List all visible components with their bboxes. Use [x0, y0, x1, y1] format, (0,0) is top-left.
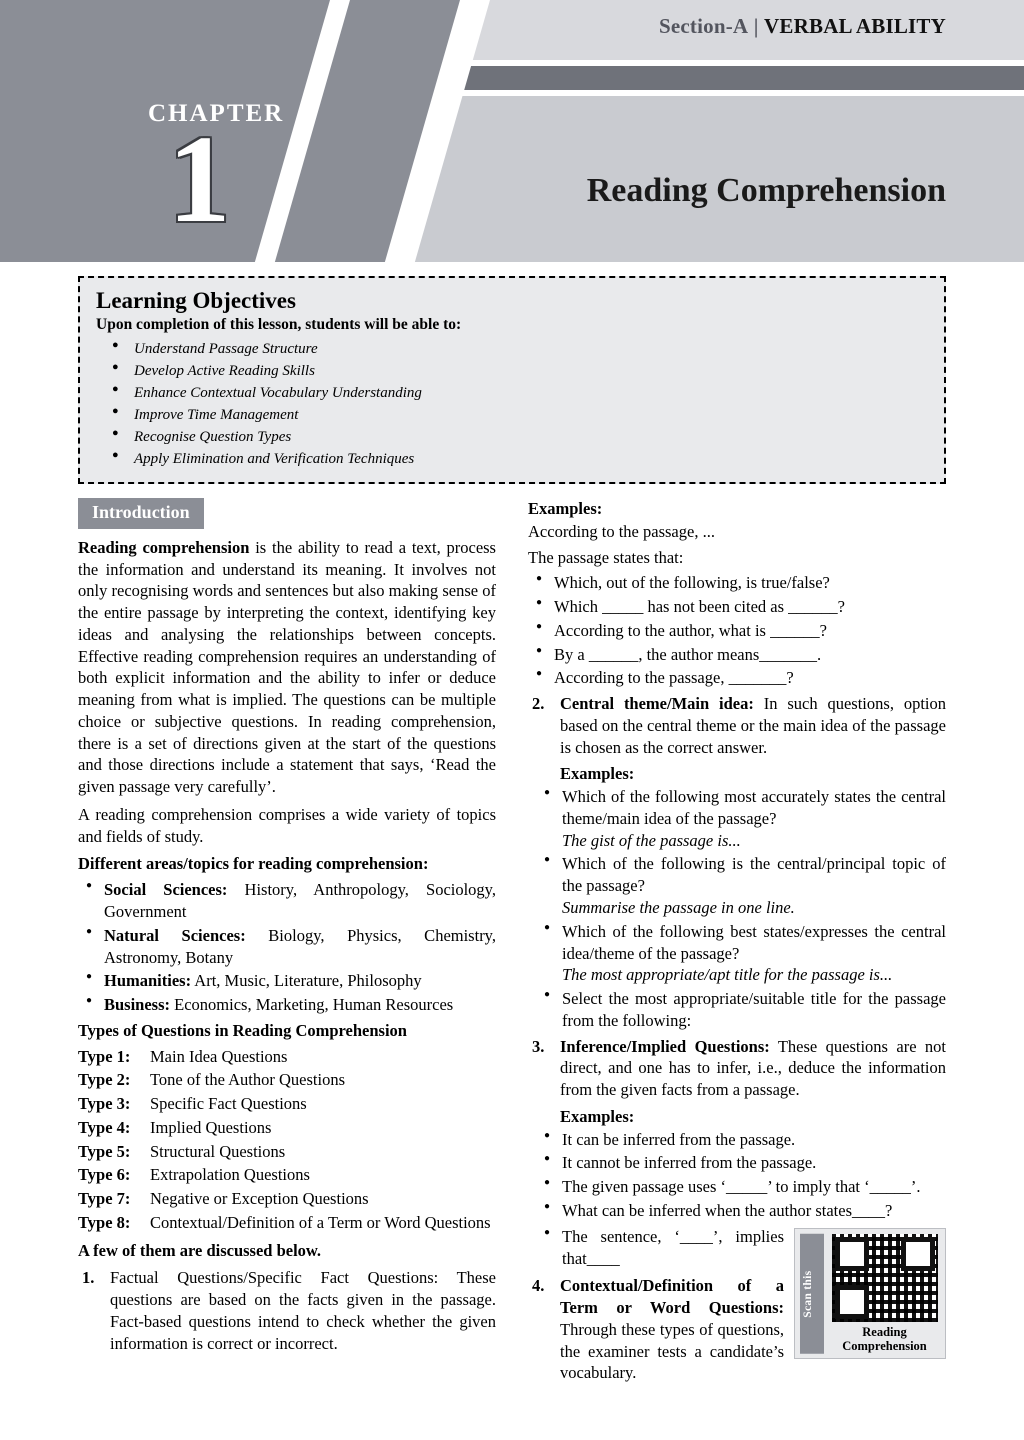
examples-list-3 — [528, 1129, 946, 1222]
introduction-body: is the ability to read a text, process the information and understand its meaning. It involves not only recognising words and sentences but also making sense of the entire passage by interpreting the context, identifying key ideas and analysing the relationships between concepts. Effective reading comprehension requires an understanding of both explicit information and the ability to infer or deduce meaning from what is implied. The questions can be multiple choice or subjective questions. In reading comprehension, there is a set of directions given at the start of the questions and those directions include a statement that says, ‘Read the given passage very carefully’. — [78, 537, 496, 797]
areas-list — [78, 879, 496, 1016]
bullet-note: The gist of the passage is... — [562, 830, 741, 850]
examples-list-3b — [528, 1226, 946, 1270]
list-item — [78, 879, 496, 923]
list-item: ● Improve Time Management — [96, 404, 928, 426]
left-column — [78, 498, 496, 1360]
type-text: Main Idea Questions — [150, 1046, 288, 1066]
type-text: Negative or Exception Questions — [150, 1189, 369, 1209]
list-item: ● Develop Active Reading Skills — [96, 360, 928, 382]
chapter-header — [0, 0, 1024, 262]
area-label: Natural Sciences: — [104, 925, 246, 945]
type-row — [78, 1141, 496, 1163]
bullet-note: The most appropriate/apt title for the passage is... — [562, 965, 893, 985]
examples-label: Examples: — [528, 499, 603, 518]
list-item: ● Enhance Contextual Vocabulary Understanding — [96, 382, 928, 404]
type-label: Type 1: — [78, 1046, 131, 1066]
examples-label: Examples: — [560, 764, 635, 784]
introduction-heading: Introduction — [78, 498, 204, 529]
question-type-list-3 — [528, 1036, 946, 1101]
type-text: Implied Questions — [150, 1117, 272, 1137]
list-item: ● By a ______, the author means_______. — [528, 644, 946, 666]
list-item: ● Understand Passage Structure — [96, 338, 928, 360]
chapter-title: Reading Comprehension — [586, 172, 946, 209]
type-row — [78, 1117, 496, 1139]
type-text: Extrapolation Questions — [150, 1165, 310, 1185]
list-item: ● Which _____ has not been cited as ______? — [528, 596, 946, 618]
areas-heading: Different areas/topics for reading comprehension: — [78, 854, 429, 874]
type-label: Type 7: — [78, 1189, 131, 1209]
learning-objectives-box — [78, 276, 946, 484]
type-text: Structural Questions — [150, 1141, 286, 1161]
example-line: According to the passage, ... — [528, 521, 715, 541]
section-label-b: VERBAL ABILITY — [764, 14, 946, 38]
question-type-list — [78, 1267, 496, 1354]
item-label: Contextual/Definition of a Term or Word Questions: — [560, 1276, 784, 1318]
section-label-divider: | — [753, 14, 759, 38]
bullet-text: Select the most appropriate/suitable title for the passage from the following: — [562, 989, 946, 1030]
list-item — [528, 786, 946, 851]
introduction-paragraph — [78, 537, 496, 798]
question-type-list-4 — [528, 1275, 946, 1384]
list-item: ● It cannot be inferred from the passage. — [528, 1152, 946, 1174]
list-item — [78, 970, 496, 992]
list-item: ● What can be inferred when the author states____? — [528, 1200, 946, 1222]
few-note: A few of them are discussed below. — [78, 1240, 322, 1260]
header-dark-band-fill — [440, 66, 1024, 90]
type-text: Specific Fact Questions — [150, 1094, 307, 1114]
right-column — [528, 498, 946, 1389]
item-text: Through these types of questions, the examiner tests a candidate’s vocabulary. — [560, 1319, 784, 1383]
learning-objectives-title: Learning Objectives — [96, 288, 296, 313]
scan-this-label: Scan this — [800, 1234, 824, 1354]
list-item — [528, 853, 946, 918]
list-item — [528, 693, 946, 758]
qr-caption-line1: Reading — [862, 1324, 907, 1339]
bullet-text: Which of the following most accurately states the central theme/main idea of the passage? — [562, 787, 946, 828]
type-label: Type 5: — [78, 1141, 131, 1161]
area-text: Art, Music, Literature, Philosophy — [191, 971, 422, 991]
paragraph-two: A reading comprehension comprises a wide variety of topics and fields of study. — [78, 804, 496, 846]
type-row — [78, 1046, 496, 1068]
type-row — [78, 1188, 496, 1210]
list-item: ● According to the passage, _______? — [528, 667, 946, 689]
section-label-a: Section-A — [659, 14, 749, 38]
bullet-text: Which of the following is the central/principal topic of the passage? — [562, 854, 946, 896]
area-label: Business: — [104, 995, 171, 1015]
types-heading: Types of Questions in Reading Comprehension — [78, 1020, 407, 1040]
list-item: ● The given passage uses ‘_____’ to imply that ‘_____’. — [528, 1176, 946, 1198]
type-label: Type 4: — [78, 1117, 131, 1137]
list-item — [78, 994, 496, 1016]
chapter-number: 1 — [168, 111, 231, 249]
list-item: Factual Questions/Specific Fact Questions: These questions are based on the facts given in the passage. Fact-based questions intend to check whether the given information is correct or incorrect. — [110, 1268, 496, 1353]
type-row — [78, 1093, 496, 1115]
bullet-text: Which of the following best states/expresses the central idea/theme of the passage? — [562, 921, 946, 963]
learning-objectives-subtitle: Upon completion of this lesson, students will be able to: — [96, 316, 462, 333]
item-label: Central theme/Main idea: — [560, 694, 754, 714]
question-type-list-2 — [528, 693, 946, 758]
type-label: Type 2: — [78, 1070, 131, 1090]
item4-block — [528, 1226, 946, 1389]
item-label: Inference/Implied Questions: — [560, 1036, 770, 1056]
list-item — [528, 921, 946, 986]
type-row — [78, 1212, 496, 1234]
type-row — [78, 1164, 496, 1186]
area-text: Economics, Marketing, Human Resources — [170, 995, 454, 1015]
list-item: ● It can be inferred from the passage. — [528, 1129, 946, 1151]
type-label: Type 8: — [78, 1212, 131, 1232]
area-text: Biology, Physics, Chemistry, Astronomy, Botany — [104, 925, 496, 967]
section-label — [659, 14, 946, 39]
examples-list-2 — [528, 786, 946, 1031]
type-label: Type 3: — [78, 1094, 131, 1114]
area-text: History, Anthropology, Sociology, Government — [104, 880, 496, 921]
learning-objectives-list — [96, 338, 928, 470]
list-item: ● The sentence, ‘____’, implies that____ — [528, 1226, 946, 1270]
type-label: Type 6: — [78, 1165, 131, 1185]
item-text: These questions are not direct, and one has to infer, i.e., deduce the information from the given facts from a passage. — [560, 1036, 946, 1100]
qr-caption-line2: Comprehension — [842, 1339, 927, 1354]
type-row — [78, 1069, 496, 1091]
list-item — [78, 925, 496, 969]
item-text: In such questions, option based on the central theme or the main idea of the passage is chosen as the correct answer. — [560, 694, 946, 757]
bullet-note: Summarise the passage in one line. — [562, 898, 795, 918]
area-label: Humanities: — [104, 971, 192, 991]
example-line: The passage states that: — [528, 547, 684, 567]
examples-list-1 — [528, 572, 946, 689]
examples-label: Examples: — [560, 1106, 635, 1126]
list-item: ● Apply Elimination and Verification Techniques — [96, 448, 928, 470]
list-item: ● Recognise Question Types — [96, 426, 928, 448]
list-item — [528, 1036, 946, 1101]
list-item: ● According to the author, what is ______? — [528, 620, 946, 642]
list-item — [528, 1275, 946, 1384]
type-text: Tone of the Author Questions — [150, 1070, 345, 1090]
chapter-word: CHAPTER — [148, 100, 285, 127]
list-item — [528, 988, 946, 1032]
type-text: Contextual/Definition of a Term or Word Questions — [150, 1212, 491, 1232]
area-label: Social Sciences: — [104, 880, 228, 900]
introduction-lead: Reading comprehension — [78, 537, 250, 557]
list-item: ● Which, out of the following, is true/false? — [528, 572, 946, 594]
